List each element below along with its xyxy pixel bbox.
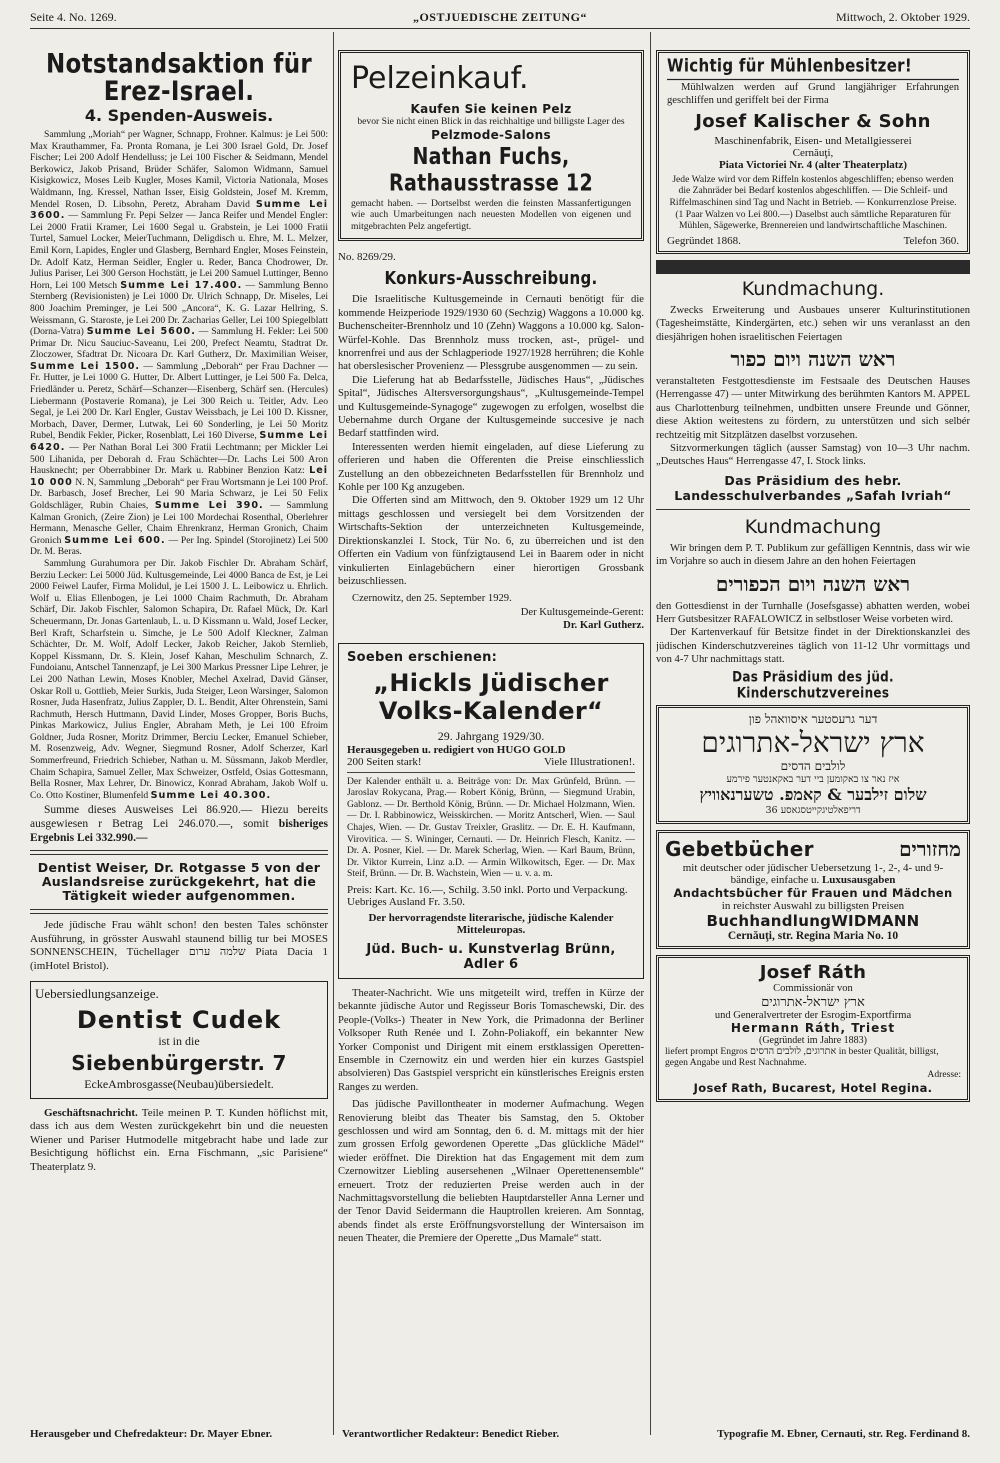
separator-bar bbox=[656, 260, 970, 274]
divider bbox=[30, 850, 328, 855]
column-middle bbox=[338, 32, 644, 1453]
fur-line2: bevor Sie nicht einen Blick in das reichhaltige und billigste Lager des bbox=[357, 116, 625, 127]
kalender-contributors: Der Kalender enthält u. a. Beiträge von: Dr. Max Grünfeld, Brünn. — Jaroslav Rokycana, Prag.— Robert König, Brünn, — Siegmund Urabin, Gablonz. — Dr. Berthold König, Brünn. — Dr. Michael Holzmann, Wien. — Dr. I. Rabbinowicz, Weisskirchen. — Moritz Antscherl, Wien. — Saul Chajes, Wien. — Dr. Gustav Treixler, Graslitz. — Dr. E. H. Kaufmann, Virovitica. — S. Wininger, Cernauti. — Dr. Heinrich Flesch, Kanitz. — Dr. A. Posner, Kiel. — Dr. Marek Scherlag, Wien. — Karl Baum, Brünn, Dr. Viktor Kurrein, Linz a.D. — Armin Wilkowitsch, Eger. — Dr. Max Steif, Brünn. — Dr. B. Wachstein, Wien — u. v. a. m. bbox=[347, 772, 635, 880]
column-right bbox=[656, 32, 970, 1453]
kundmachung2-hebrew: ראש השנה ויום הכפורים bbox=[715, 571, 911, 596]
kundmachung1-hebrew: ראש השנה ויום כפור bbox=[730, 347, 896, 371]
footer-editor: Verantwortlicher Redakteur: Benedict Rieber. bbox=[342, 1428, 560, 1440]
kalender-title2: Volks-Kalender“ bbox=[378, 696, 604, 725]
cudek-street: Siebenbürgerstr. 7 bbox=[71, 1051, 287, 1076]
etrog-main: ארץ ישראל-אתרוגים bbox=[701, 725, 925, 759]
theater-news: Theater-Nachricht. Wie uns mitgeteilt wird, treffen in Kürze der bekannte jüdische Autor und Regisseur Boris Tomaschewski, Dir. des People-(Volks-) Theater in New York, die Primadonna der Berliner Volksoper Ruth Renée und I. Zohn-Poliakoff, ein bekannter New Yorker Componist und Dirigent mit einem erstklassigen Operetten-Ensemble in Czernowitz ein und werden hier ein kurzes Gastspiel absolvieren) Das Gastspiel verspricht ein künstlerisches Ereignis ersten Ranges zu werden. bbox=[338, 987, 644, 1093]
konkurs-number: No. 8269/29. bbox=[338, 251, 396, 264]
prayerbook-ad bbox=[656, 830, 970, 949]
etrog-ad bbox=[656, 705, 970, 824]
konkurs-p2: Die Lieferung hat ab Bedarfsstelle, Jüdisches Haus“, „Jüdisches Spital“, Jüdisches Altersversorgungshaus“, „Kultusgemeinde-Tempel und Kultusgemeinde-Synagoge“ zugewogen zu erfolgen, woselbst die Uebernahme durch Organe der Kultusgemeinde succesive je nach Bedarf stattfinden wird. bbox=[338, 374, 644, 440]
cudek-ad bbox=[30, 981, 328, 1099]
fur-ad bbox=[338, 50, 644, 241]
mill-p2: Maschinenfabrik, Eisen- und Metallgiesserei bbox=[714, 134, 912, 147]
kalender-features: 200 Seiten stark! Viele Illustrationen!. bbox=[347, 755, 635, 768]
cudek-name: Dentist Cudek bbox=[76, 1006, 282, 1035]
rath-firm: Hermann Ráth, Triest bbox=[730, 1020, 896, 1035]
konkurs-p3: Interessenten werden hiemit eingeladen, auf diese Lieferung zu offerieren und haben die Offerenten die Preise einschliesslich Zustellung an den obbezeichneten Bedarfsstellen für Brennholz und Kohle per 100 Kg anzugeben. bbox=[338, 441, 644, 494]
rath-p2: und Generalvertreter der Esrogim-Exportfirma bbox=[714, 1009, 912, 1021]
rath-p4: liefert prompt Engros אתרוגים, לולבים הדסים in bester Qualität, billigst, gegen Angabe und Rest Nachnahme. bbox=[665, 1045, 939, 1069]
kalender-editor: Herausgegeben u. redigiert von HUGO GOLD bbox=[347, 743, 566, 756]
rath-p3: (Gegründet im Jahre 1883) bbox=[758, 1034, 868, 1046]
newspaper-title: „OSTJUEDISCHE ZEITUNG“ bbox=[412, 10, 588, 24]
article-body: Sammlung „Moriah“ per Wagner, Schnapp, Frohner. Kalmus: je Lei 500: Max Krauthammer, Fa. Pronta Romana, je Lei 300 Israel Gold, Dr. Josef Fischer; Lei 200 Adolf Hendelluss; je Lei 100 Fischer & Seidmann, Mendel Berkowicz, Jakob Prisand, Brüder Schäfer, Salomon Widmann, Samuel Kisigkowicz, Moses Leib Kugler, Moses Kamil, Victoria Nationala, Moses Waldmann, Ing. Kressel, Nathan Isser, Eisig Goldstein, Josef M. Kremm, Mendel Rosen, D. Libsohn, Peretz, Abraham David Summe Lei 3600. — Sammlung Fr. Pepi Selzer — Janca Reifer und Mendel Engler: Lei 2000 Fratii Kramer, Lei 1600 Segal u. Grabstein, je Lei 1000 Fratii Turtel, Samuel Locker, MeierTuchmann, Deligdisch u. Ehre, M. L. Melzer, Emil Korn, Lapides, Engler und Glasberg, Bernhard Engler, Moses Feinstein, Dr. Adolf Katz, Herman Seidler, Engler u. Reder, Banca Chodrower, Dr. Julius Pariser, Lei 300 Gerson Hochstätt, je Lei 200 Samuel Luttinger, Benno Horn, Lei 100 Metsch Summe Lei 17.400. — Sammlung Benno Sternberg (Revisionisten) je Lei 1000 Dr. Ulrich Schnapp, Dr. Miseles, Lei 800 Joachim Preminger, je Lei 500 „Ancora“, K. G. Lazar Hellring, S. Weissmann, G. Staroste, je Lei 200 Dr. Zacharias Geller, Lei 100 Spiegelblatt (Dorna-Vatra) Summe Lei 5600. — Sammlung H. Fekler: Lei 500 Primar Dr. Nicu Sauciuc-Saveanu, Lei 200, Prefect Neamtu, Stadtrat Dr. Zloczower, Sfadtrat Dr. Nicoara Dr. Karl Gutherz, Dr. Maximilian Weiser, Summe Lei 1500. — Sammlung „Deborah“ per Frau Dachner — Fr. Hutter, je Lei 1000 G. Hutter, Dr. Albert Luttinger, je Lei 500 Fa. Delca, Friedländer u. Peretz, Schärf—Schanzer—Eisenberg, Schärf sen. (Hercules) Liebermann (Postaverie Romana), je Lei 300 Reich u. Teitler, Adv. Leo Segal, je Lei 200 Dr. Karl Engler, Gustav Weissbach, je Lei 100 D. Kissner, Morbach, Daver, Dermer, Lutwak, Lei 60 Sonderling, je Lei 50 Moritz Rubel, Bendik Fekler, Picker, Rosenblatt, Lei 160 Diverse, Summe Lei 6420. — Per Nathan Boral Lei 300 Fratii Lechtmann; per Mickler Lei 500 Lihanida, per Deborah d. Frau Schächter—Dr. Lachs Lei 500 Aron Hausknecht; per Oberrabbiner Dr. Mark u. Rabbiner Benzion Katz: Lei 10 000 N. N, Sammlung „Deborah“ per Frau Wortsmann je Lei 100 Prof. Dr. Barbasch, Josef Brecher, Lei 90 Maria Schwarz, je Lei 50 Felix Goldschläger, Rubin Chaies, Summe Lei 390. — Sammlung Kalman Gronich, (Zeire Zion) je Lei 100 Mordechai Rosenthal, Oberlehrer Hermann, Menasche Geller, Chaim Ehrenkranz, Herman Gronich, Chaim Gronich Summe Lei 600. — Per Ing. Spindel (Storojinetz) Lei 500 Dr. M. Beras. bbox=[30, 129, 328, 558]
fur-name: Nathan Fuchs, Rathausstrasse 12 bbox=[389, 143, 593, 196]
kalender-blurb: Der hervorragendste literarische, jüdische Kalender Mitteleuropas. bbox=[368, 911, 614, 936]
mill-p1: Mühlwalzen werden auf Grund langjähriger Erfahrungen geschliffen und geriffelt bei der Firma bbox=[667, 82, 959, 107]
kundmachung1-signature: Das Präsidium des hebr. Landesschulverbandes „Safah Ivriah“ bbox=[674, 472, 952, 503]
fur-line1: Kaufen Sie keinen Pelz bbox=[410, 102, 572, 116]
divider bbox=[656, 509, 970, 510]
kundmachung1-p2: veranstalteten Festgottesdienste im Festsaale des Deutschen Hauses (Herrengasse 47) — unter Mitwirkung des berühmten Kantors M. APPEL aus Charlottenburg teilnehmen, undbitten unsere Freunde und Gönner, diese Aktion weitestens zu fördern, zu unterstützen und sich selbér rechtzeitig mit Sitzplätzen daselbst vorzusehen. bbox=[656, 376, 970, 441]
kundmachung2-p1: Wir bringen dem P. T. Publikum zur gefälligen Kenntnis, dass wir wie im Vorjahre so auch in diesem Jahre an den hohen Feiertagen bbox=[656, 542, 970, 568]
kalender-price: Preis: Kart. Kc. 16.—, Schilg. 3.50 inkl. Porto und Verpackung. Uebriges Ausland Fr. 3.50. bbox=[347, 883, 628, 908]
mill-footer: Gegründet 1868. Telefon 360. bbox=[667, 234, 959, 247]
moses-sonnenschein-ad: Jede jüdische Frau wählt schon! den besten Tales schönster Ausführung, in grösster Auswahl staunend billig tur bei MOSES SONNENSCHEIN, Tüchellager שלמה ערום Piata Dacia 1 (imHotel Bristol). bbox=[30, 919, 328, 972]
column-left bbox=[30, 32, 328, 1453]
article-total: Summe dieses Ausweises Lei 86.920.— Hiezu bereits ausgewiesen r Betrag Lei 246.070.—, somit bisheriges Ergebnis Lei 332.990.— bbox=[30, 804, 328, 845]
mill-title: Wichtig für Mühlenbesitzer! bbox=[667, 55, 959, 80]
prayerbook-p1: mit deutscher oder jüdischer Uebersetzung 1-, 2-, 4- und 9-bändige, einfache u. Luxusausgaben bbox=[682, 861, 944, 886]
prayerbook-title: Gebetbücher bbox=[665, 836, 814, 861]
rath-ad bbox=[656, 955, 970, 1102]
etrog-address: דריפאלטיגקייטסגאסע 36 bbox=[765, 805, 861, 817]
rath-hebrew: ארץ ישראל-אתרוגים bbox=[761, 994, 865, 1010]
dentist-weiser-notice: Dentist Weiser, Dr. Rotgasse 5 von der Auslandsreise zurückgekehrt, hat die Tätigkeit wieder aufgenommen. bbox=[37, 860, 321, 904]
column-divider bbox=[333, 32, 334, 1435]
rath-p1: Commissionär von bbox=[773, 982, 853, 994]
kalender-publisher: Jüd. Buch- u. Kunstverlag Brünn, Adler 6 bbox=[366, 941, 616, 972]
cudek-mid: ist in die bbox=[158, 1034, 200, 1049]
konkurs-p4: Die Offerten sind am Mittwoch, den 9. Oktober 1929 um 12 Uhr mittags geschlossen und versiegelt bei dem Vorsitzenden der Wirtschafts-Sektion der unterzeichneten Kultusgemeinde, Direktionskanzlei I. Stock, Tür No. 6, zu überreichen und ist den Offerten ein Vadium von fünfzigtausend Lei in Baarem oder in nicht vinkulierten Einlagebüchern einer hierortigen Grossbank beizuschliessen. bbox=[338, 495, 644, 587]
kundmachung2-signature: Das Präsidium des jüd. Kinderschutzvereines bbox=[732, 668, 894, 701]
prayerbook-p3: in reichster Auswahl zu billigsten Preisen bbox=[721, 899, 905, 912]
rath-address: Josef Rath, Bucarest, Hotel Regina. bbox=[693, 1080, 933, 1095]
konkurs-sig2: Dr. Karl Gutherz. bbox=[563, 620, 644, 632]
fur-line4: gemacht haben. — Dortselbst werden die feinsten Massanfertigungen wie auch Umarbeitungen nach neuesten Modellen von eigenen und mitgebrachten Pelz angefertigt. bbox=[351, 197, 631, 232]
mill-name: Josef Kalischer & Sohn bbox=[695, 110, 931, 132]
article-subtitle: 4. Spenden-Ausweis. bbox=[84, 106, 274, 125]
cudek-corner: EckeAmbrosgasse(Neubau)übersiedelt. bbox=[84, 1077, 274, 1092]
konkurs-title: Konkurs-Ausschreibung. bbox=[384, 267, 598, 290]
etrog-firm: שלום זילבער & קאמפ. טשערנאוויץ bbox=[699, 785, 927, 805]
kundmachung1-title: Kundmachung. bbox=[741, 277, 885, 300]
fischmann-ad: Geschäftsnachricht. Teile meinen P. T. Kunden höflichst mit, dass ich aus dem Westen zurückgekehrt bin und die neuesten Wiener und Pariser Hutmodelle mitgebracht habe und lade zur Besichtigung höflichst ein. Erna Fischmann, „sic Parisiene“ Theaterplatz 9. bbox=[30, 1107, 328, 1173]
prayerbook-hebrew: מחזורים bbox=[899, 836, 961, 861]
article-title: Notstandsaktion für Erez-Israel. bbox=[45, 49, 313, 107]
cudek-ad-heading: Uebersiedlungsanzeige. bbox=[35, 986, 159, 1002]
prayerbook-shop: BuchhandlungWIDMANN bbox=[706, 911, 920, 930]
mill-p3: Jede Walze wird vor dem Riffeln kostenlos abgeschliffen; ebenso werden die Zahnräder bei Bedarf kostenlos abgeschliffen. — Die Schleif- und Riffelmaschinen sind Tag und Nacht in Betrieb. — Konkurrenzlose Preise. (1 Paar Walzen vo Lei 800.—) Daselbst auch sämtliche Reparaturen für Mühlen, Sägewerke, Brennereien und landwirtschaftliche Maschinen. bbox=[669, 173, 957, 232]
prayerbook-p2: Andachtsbücher für Frauen und Mädchen bbox=[673, 885, 953, 900]
fur-title: Pelzeinkauf. bbox=[351, 61, 529, 96]
footer-printer: Typografie M. Ebner, Cernauti, str. Reg. Ferdinand 8. bbox=[717, 1428, 970, 1440]
konkurs-sig1: Der Kultusgemeinde-Gerent: bbox=[520, 606, 644, 618]
konkurs-p1: Die Israelitische Kultusgemeinde in Cernauti benötigt für die kommende Heizperiode 1929/1930 60 (Sechzig) Waggons a 10.000 kg. Buchenscheiter-Brennholz und 10 (Zehn) Waggons a 10.000 kg. Salon-Würfel-Kohle. Das Brennholz muss trocken, ast-, prügel- und knorrenfrei und aus der Schlagperiode 1927/1928 herrühren; die Kohle hat oberslesischer Provenienz — Plessgrube ausgenommen — zu sein. bbox=[338, 294, 644, 373]
divider bbox=[30, 909, 328, 914]
issue-date: Mittwoch, 2. Oktober 1929. bbox=[836, 10, 970, 24]
rath-name: Josef Ráth bbox=[759, 961, 867, 983]
rath-address-label: Adresse: bbox=[927, 1069, 961, 1081]
kundmachung2-title: Kundmachung bbox=[744, 515, 882, 538]
mill-ad bbox=[656, 50, 970, 254]
mill-city: Cernăuţi, bbox=[792, 146, 834, 159]
etrog-line: איז נאר צו באקומען ביי דער באקאנטער פירמע bbox=[726, 773, 900, 785]
konkurs-date: Czernowitz, den 25. September 1929. bbox=[352, 593, 512, 605]
page-header bbox=[30, 6, 970, 29]
kalender-ad bbox=[338, 643, 644, 979]
theater-pavilion: Das jüdische Pavillontheater in moderner Aufmachung. Wegen Renovierung bleibt das Theater bis Samstag, den 5. Oktober geschlossen und wird am Sonntag, den 6. d. M. mittags mit der hier zum grossen Erfolg gewordenen Operette „Das glückliche Mädel“ wieder eröffnet. Die Direktion hat das Engagement mit dem zum Czernowitzer Liebling ausersehenen „Wilnaer Operettenensemble“ erneuert. Trotz der reduzierten Preise werden auch in der Nachmittagsvorstellung die beliebten Hauptdarsteller Anna Lerner und der Tenor David Seidermann die Hauptrollen kreieren. Am Sonntag, abends findet als erste Eröffnungsvorstellung der Wintersaison im neuen Theater, die Premiere der Operette „Dus Mamale“ statt. bbox=[338, 1099, 644, 1245]
column-divider bbox=[650, 32, 651, 1435]
kalender-intro: Soeben erschienen: bbox=[347, 649, 498, 665]
footer-publisher: Herausgeber und Chefredakteur: Dr. Mayer Ebner. bbox=[30, 1428, 273, 1440]
page-number: Seite 4. No. 1269. bbox=[30, 10, 117, 24]
kalender-year: 29. Jahrgang 1929/30. bbox=[437, 728, 545, 743]
kundmachung1-p3: Sitzvormerkungen täglich (ausser Samstag) von 10—3 Uhr nachm. „Deutsches Haus“ Herrengasse 47, I. Stock links. bbox=[656, 443, 970, 468]
mill-address: Piata Victoriei Nr. 4 (alter Theaterplatz) bbox=[719, 158, 907, 171]
article-body-2: Sammlung Gurahumora per Dir. Jakob Fischler Dr. Abraham Schärf, Berziu Lecker: Lei 5000 Jüd. Kultusgemeinde, Lei 4000 Banca de Est, je Lei 2000 Feiwel Laufer, Firma Molidul, je Lei 1500 J. L. Leibowicz u. Ehrlich. Wolf u. Elias Ellenbogen, je Lei 1000 Chaim Rachmuth, Dr. Abraham Schärf, Dir. Jakob Fischler, Salomon Schapira, Dr. Rafael Mück, Dr. Karl Scheuermann, Dr. Jonas Gartenlaub, L. u. D Kissmann u. Wald, Josef Lecker, Berl Kraft, Scharfstein u. Simche, je Le 500 Adolf Kleckner, Zalman Schächter, Dr. M. Wolf, Adolf Lecker, Jakob Reicher, Jakob Sternlieb, Koppel Kissmann, Dr. S. Klein, Josef Kahan, Meschulim Schnarch, Z. Fundoianu, Antschel Tannenzapf, je Lei 300 Markus Pressner Lipe Lehrer, je Lei 200 Nathan Lewin, Moses Knobler, Mechel Axelrad, David Gänser, Oskar Roll u. Gottlieb, Meier Surkis, Juda Steiger, Leon Warsinger, Salomon Rosner, Juda Hasenfratz, Julius Zappler, D. L. Bendit, Alter Ohrenstein, Sami Rachmuth, Hersch Huttmann, David Linder, Moses Gropper, Boris Buchs, Pinkas Markowicz, Julius Engler, Abraham Meth, je Lei 100 Efroim Goldner, Juda Rosner, Moritz Drimmer, Berciu Lecker, Emanuel Schieber, M. Rosenzweig, Adv. Wegner, Siegmund Rosner, Adolf Scherzer, Karl Sommerfreund, Friedrich Schieber, Nathan u. M. Süssmann, Jakob Merdler, Chaim Schapira, Samuel Zeller, Max Schweizer, Ostfeld, Osias Gottesmann, Bella Rosner, Max Lehrer, Dr. Binowicz, Konrad Abraham, Jakob Wolf u. Co. Otto Kostiner, Blumenfeld Summe Lei 40.300. bbox=[30, 557, 328, 801]
fur-line3: Pelzmode-Salons bbox=[431, 127, 551, 142]
kalender-title1: „Hickls Jüdischer bbox=[373, 668, 609, 697]
prayerbook-heading bbox=[665, 837, 961, 862]
prayerbook-address: Cernăuţi, str. Regina Maria No. 10 bbox=[727, 929, 899, 942]
etrog-sub: לולבים הדסים bbox=[780, 758, 846, 773]
etrog-top: דער גרעסטער איסוואהל פון bbox=[748, 711, 878, 726]
kundmachung1-p1: Zwecks Erweiterung und Ausbaues unserer Kulturinstitutionen (Tagesheimstätte, Kindergärten, etc.) sehen wir uns veranlasst an den diesjährigen hohen israelitischen Feiertagen bbox=[656, 304, 970, 343]
kundmachung2-p2: den Gottesdienst in der Turnhalle (Josefsgasse) abhatten werden, wobei Herr Gutsbesitzer RAFALOWICZ in selbstloser Weise vorbeten wird. bbox=[656, 600, 970, 626]
kundmachung2-p3: Der Kartenverkauf für Betsitze findet in der Direktionskanzlei des jüdischen Kinderschutzvereines täglich von 11-12 Uhr vormittags und von 4-7 Uhr nachmittags statt. bbox=[656, 627, 970, 666]
